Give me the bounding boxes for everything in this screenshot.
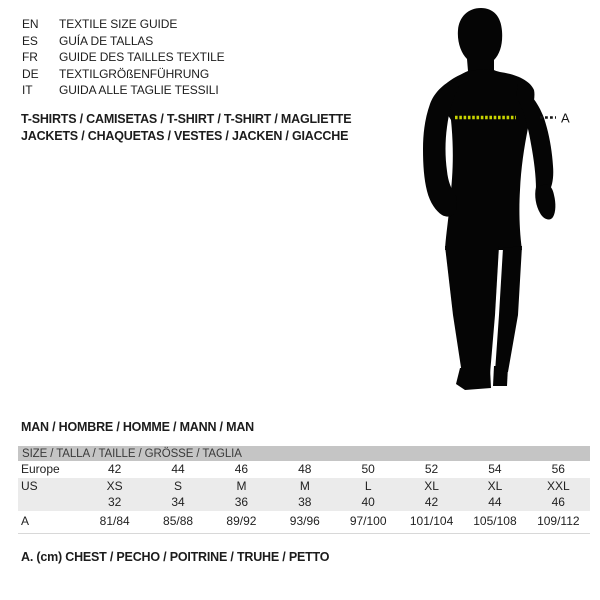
table-cell: XS: [83, 478, 146, 495]
silhouette-right-foot: [493, 366, 508, 386]
table-cell: 32: [83, 494, 146, 511]
table-cell: 46: [527, 494, 590, 511]
table-cell: 89/92: [210, 511, 273, 534]
table-cell: 36: [210, 494, 273, 511]
table-cell: 38: [273, 494, 336, 511]
table-row-us: [18, 478, 590, 495]
size-table: [18, 446, 590, 534]
table-cell: 42: [400, 494, 463, 511]
size-table-header: SIZE / TALLA / TAILLE / GRÖSSE / TAGLIA: [18, 446, 590, 461]
table-cell: S: [146, 478, 209, 495]
table-cell: 109/112: [527, 511, 590, 534]
language-code: IT: [22, 83, 33, 98]
measure-label-a: A: [561, 110, 570, 126]
language-label: TEXTILGRÖßENFÜHRUNG: [59, 66, 210, 81]
table-cell: 46: [234, 462, 249, 477]
table-cell: 40: [337, 494, 400, 511]
man-silhouette: [423, 8, 555, 390]
section-title-man: MAN / HOMBRE / HOMME / MANN / MAN: [21, 420, 254, 434]
measurement-footnote: A. (cm) CHEST / PECHO / POITRINE / TRUHE / PETTO: [21, 550, 330, 564]
silhouette-right-leg: [495, 246, 522, 372]
table-cell: M: [210, 478, 273, 495]
category-line-jackets: JACKETS / CHAQUETAS / VESTES / JACKEN / GIACCHE: [21, 128, 349, 143]
table-row-alt-size: [18, 494, 590, 511]
table-cell: L: [337, 478, 400, 495]
table-cell: 42: [108, 462, 122, 477]
table-cell: XL: [400, 478, 463, 495]
language-code: FR: [22, 50, 38, 65]
language-label: GUIDA ALLE TAGLIE TESSILI: [59, 83, 219, 98]
category-line-tshirts: T-SHIRTS / CAMISETAS / T-SHIRT / T-SHIRT / MAGLIETTE: [21, 112, 352, 126]
table-cell: XXL: [527, 478, 590, 495]
table-cell: 54: [488, 462, 502, 477]
row-label: Europe: [21, 462, 60, 477]
language-code: ES: [22, 33, 38, 48]
row-label: A: [18, 511, 83, 534]
table-cell: 34: [146, 494, 209, 511]
language-code: DE: [22, 66, 39, 81]
table-cell: 81/84: [83, 511, 146, 534]
table-cell: 85/88: [146, 511, 209, 534]
table-cell: 48: [298, 462, 312, 477]
table-cell: 97/100: [337, 511, 400, 534]
table-cell: 105/108: [463, 511, 526, 534]
silhouette-left-leg: [445, 246, 499, 374]
table-cell: XL: [463, 478, 526, 495]
table-cell: 56: [551, 462, 565, 477]
table-cell: 93/96: [273, 511, 336, 534]
table-cell: 52: [424, 462, 439, 477]
language-label: GUÍA DE TALLAS: [59, 33, 154, 48]
table-cell: 50: [361, 462, 375, 477]
language-label: GUIDE DES TAILLES TEXTILE: [59, 50, 225, 65]
silhouette-left-foot: [456, 368, 491, 390]
table-row-europe: [18, 461, 590, 478]
table-row-chest-cm: [18, 511, 590, 534]
row-label: [18, 494, 83, 511]
table-cell: 44: [171, 462, 185, 477]
table-cell: 101/104: [400, 511, 463, 534]
language-code: EN: [22, 17, 39, 31]
size-table-header-row: [18, 446, 590, 461]
table-cell: 44: [463, 494, 526, 511]
language-label: TEXTILE SIZE GUIDE: [59, 17, 178, 31]
table-cell: M: [273, 478, 336, 495]
silhouette-right-hand: [535, 184, 555, 220]
row-label: US: [18, 478, 83, 495]
